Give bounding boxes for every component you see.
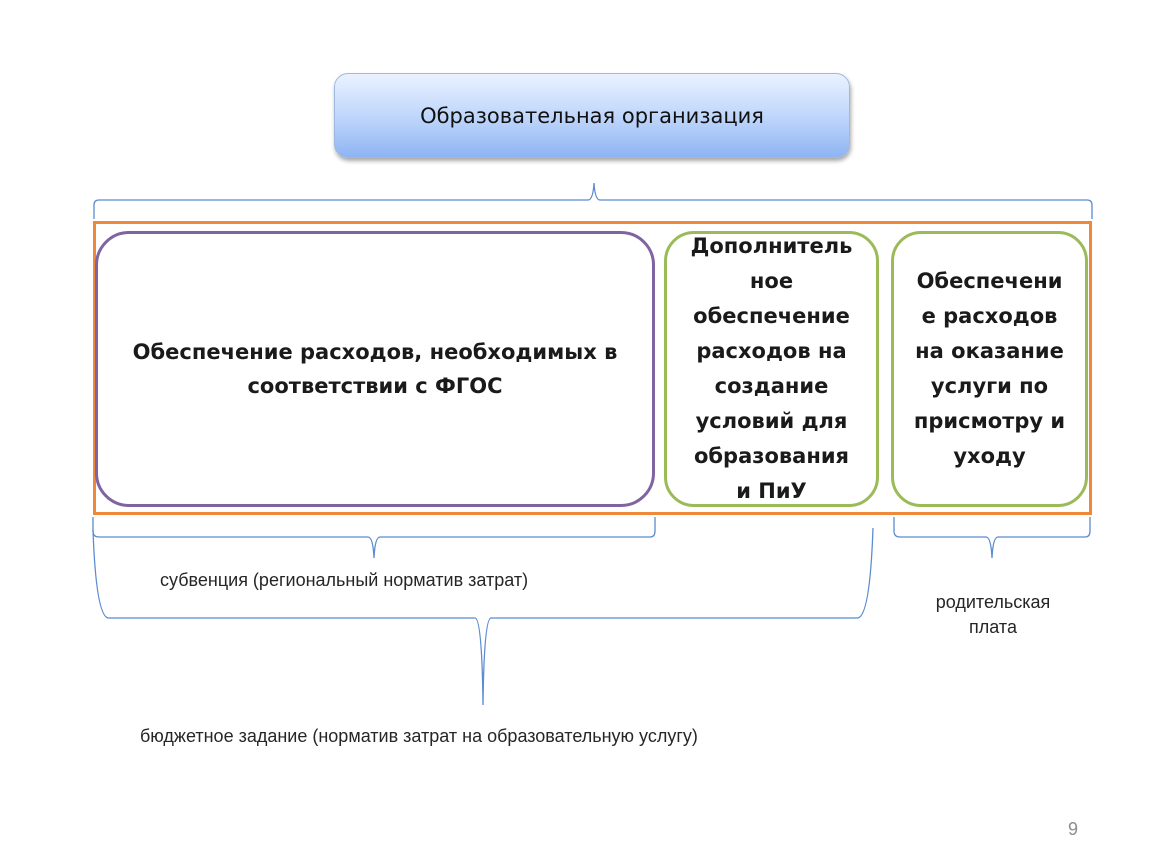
parent-fee-caption: родительская плата <box>935 592 1051 637</box>
top-brace <box>94 183 1092 219</box>
care-services-box <box>891 231 1088 507</box>
additional-conditions-box <box>664 231 879 507</box>
care-services-label: Обеспечени е расходов на оказание услуги по присмотру и уходу <box>913 269 1066 468</box>
educational-organization-box <box>334 73 850 158</box>
additional-conditions-label: Дополнитель ное обеспечение расходов на создание условий для образования и ПиУ <box>690 234 853 503</box>
fgos-expenses-label: Обеспечение расходов, необходимых в соответствии с ФГОС <box>132 340 618 398</box>
fgos-expenses-box <box>95 231 655 507</box>
parent-fee-brace <box>894 517 1090 558</box>
page-number: 9 <box>1068 819 1079 839</box>
subvention-caption: субвенция (региональный норматив затрат) <box>160 570 529 590</box>
subvention-brace <box>93 517 655 558</box>
budget-task-brace <box>93 528 873 705</box>
educational-organization-label: Образовательная организация <box>420 103 764 128</box>
budget-task-caption: бюджетное задание (норматив затрат на образовательную услугу) <box>140 726 698 746</box>
